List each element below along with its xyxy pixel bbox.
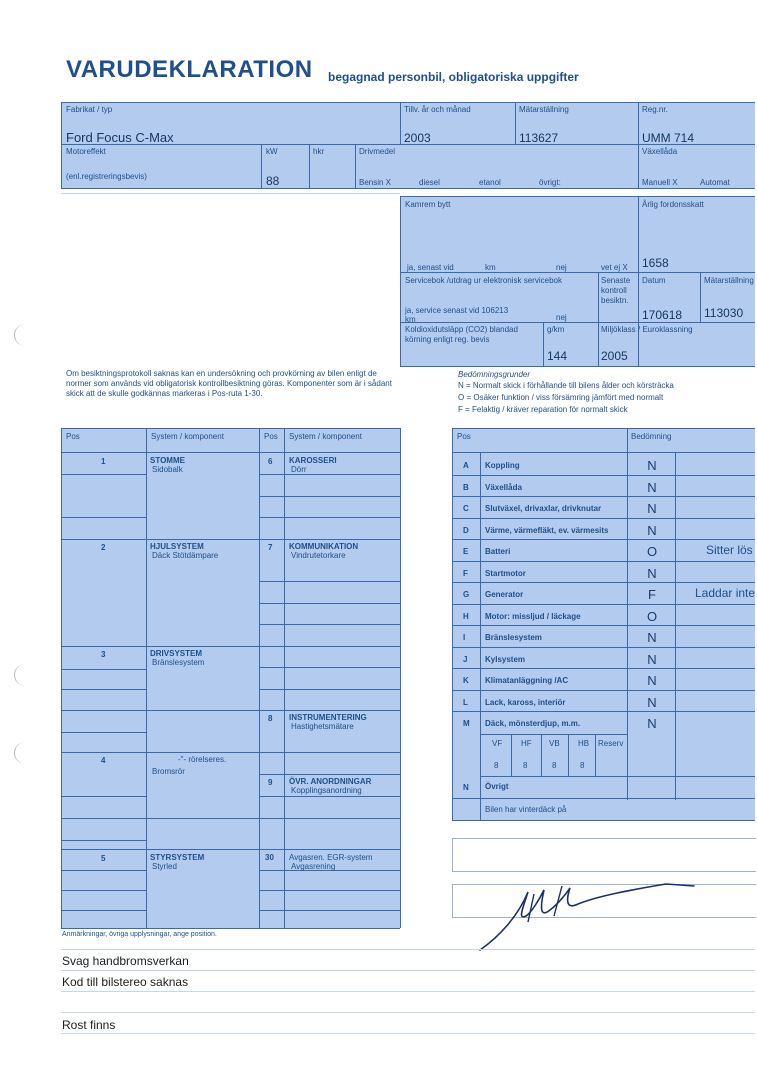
group-pos: 2 <box>101 543 106 552</box>
reg-value: UMM 714 <box>642 131 695 145</box>
col-system-mid: System / komponent <box>289 432 362 441</box>
gearbox-manual: Manuell X <box>642 178 678 187</box>
year-label: Tillv. år och månad <box>404 105 471 114</box>
grading-line-f: F = Felaktig / kräver reparation för normalt skick <box>458 405 628 414</box>
date-value: 170618 <box>642 308 683 322</box>
punch-hole <box>14 664 37 686</box>
remark-line: Kod till bilstereo saknas <box>62 975 189 989</box>
document-subtitle: begagnad personbil, obligatoriska uppgifter <box>328 70 579 84</box>
service-book-label: Servicebok /utdrag ur elektronisk servicebok <box>405 276 562 285</box>
tire-value-vf: 8 <box>494 761 499 770</box>
power-label: Motoreffekt <box>66 147 106 156</box>
group-pos: 5 <box>101 854 106 863</box>
rating-row-pos: E <box>463 547 469 556</box>
rating-row-pos: M <box>463 719 470 728</box>
col-pos-mid: Pos <box>264 432 278 441</box>
group-pos: 30 <box>265 853 274 862</box>
rating-row-note: Sitter lös <box>706 543 753 557</box>
odometer-value: 113627 <box>519 131 559 145</box>
group-sub: Sidobalk <box>152 465 183 474</box>
rating-row-pos: L <box>463 697 468 707</box>
tire-label-reserve: Reserv <box>598 739 624 748</box>
rating-row-component: Startmotor <box>485 568 526 578</box>
rating-row-component: Batteri <box>485 547 511 556</box>
rating-row-grade: N <box>647 651 657 667</box>
rating-row-component: Däck, mönsterdjup, m.m. <box>485 719 581 728</box>
year-value: 2003 <box>404 131 431 145</box>
co2-unit: g/km <box>547 325 565 334</box>
other-pos: N <box>463 783 469 792</box>
tire-value-vb: 8 <box>552 761 557 770</box>
punch-hole <box>14 324 37 346</box>
document-title: VARUDEKLARATION <box>66 56 313 83</box>
inspection-odometer-value: 113030 <box>704 306 744 320</box>
punch-hole <box>14 742 37 764</box>
group-name: STOMME <box>150 456 185 465</box>
rating-row-note: Laddar inte <box>695 586 755 600</box>
group-pos: 3 <box>101 650 106 659</box>
rating-row-grade: N <box>647 565 657 581</box>
tire-value-hb: 8 <box>580 761 585 770</box>
annual-tax-label: Årlig fordonsskatt <box>642 200 704 209</box>
date-label: Datum <box>642 276 666 285</box>
group-name: Avgasren. EGR-system <box>289 853 373 862</box>
rating-row-pos: A <box>463 461 469 470</box>
group-sub: Hastighetsmätare <box>291 722 354 731</box>
timing-option-unknown: vet ej X <box>601 263 628 272</box>
tire-label-hb: HB <box>578 739 590 748</box>
rating-row-grade: N <box>647 694 657 710</box>
col-pos-left: Pos <box>66 432 80 441</box>
timing-belt-label: Kamrem bytt <box>405 200 451 209</box>
group-sub: Vindrutetorkare <box>291 551 346 560</box>
latest-inspection-label: Senaste kontroll besiktn. <box>601 276 631 305</box>
grading-title: Bedömningsgrunder <box>458 370 531 379</box>
rating-row-pos: D <box>463 525 469 535</box>
rating-row-component: Klimatanläggning /AC <box>485 676 569 685</box>
group-pos: 4 <box>101 756 106 765</box>
rating-row-component: Värme, värmefläkt, ev. värmesits <box>485 525 609 535</box>
rating-row-pos: B <box>463 482 469 492</box>
group-sub: Styrled <box>152 862 177 871</box>
col-rating: Bedömning <box>631 432 672 441</box>
group-name: DRIVSYSTEM <box>150 649 203 658</box>
group-name: KOMMUNIKATION <box>289 542 359 551</box>
co2-label: Koldioxidutsläpp (CO2) blandad körning enligt reg. bevis <box>405 325 518 344</box>
rating-row-component: Bränslesystem <box>485 633 542 642</box>
tire-label-vf: VF <box>492 739 503 748</box>
rating-row-grade: N <box>647 458 657 473</box>
rating-row-pos: G <box>463 590 470 599</box>
group-name: HJULSYSTEM <box>150 542 204 551</box>
rating-row-component: Kylsystem <box>485 654 526 664</box>
group-name: KAROSSERI <box>289 456 337 465</box>
rating-row-pos: K <box>463 676 469 685</box>
fuel-option-etanol: etanol <box>479 178 501 187</box>
group-name: INSTRUMENTERING <box>289 713 367 722</box>
group-name: STYRSYSTEM <box>150 853 205 862</box>
remark-line: Svag handbromsverkan <box>62 954 189 968</box>
empty-box <box>452 838 756 872</box>
service-book-no: nej <box>556 313 567 322</box>
other-label: Övrigt <box>485 782 509 791</box>
tire-label-vb: VB <box>549 739 560 748</box>
hkr-label: hkr <box>313 147 325 156</box>
group-sub: Bränslesystem <box>152 658 205 667</box>
make-value: Ford Focus C-Max <box>66 130 174 145</box>
timing-option-yes: ja, senast vid <box>407 263 454 272</box>
rating-row-component: Växellåda <box>485 482 522 492</box>
service-book-km: km <box>405 315 416 324</box>
tire-label-hf: HF <box>521 739 532 748</box>
vehicle-info-block <box>61 102 755 188</box>
rating-row-component: Lack, kaross, interiör <box>485 697 566 707</box>
intro-text: Om besiktningsprotokoll saknas kan en undersökning och provkörning av bilen enligt de normer som används vid obligatorisk kontrollbesiktning göras. Komponenter som är i sådant skick att de skulle godkännas markeras i Pos-ruta 1-30. <box>66 369 392 398</box>
rating-row-grade: N <box>647 522 657 538</box>
kw-label: kW <box>266 147 278 156</box>
reg-label: Reg.nr. <box>642 105 668 114</box>
rating-row-component: Motor: missljud / läckage <box>485 611 581 621</box>
fuel-option-other: övrigt: <box>539 178 561 187</box>
remark-line: Rost finns <box>62 1018 116 1032</box>
rating-row-grade: F <box>648 587 656 602</box>
group-sub: Dörr <box>291 465 307 474</box>
annual-tax-value: 1658 <box>642 256 669 270</box>
rating-row-pos: I <box>463 633 466 642</box>
fuel-option-bensin: Bensin X <box>359 178 392 187</box>
group-pos: 1 <box>101 457 106 466</box>
fuel-option-diesel: diesel <box>419 178 440 187</box>
rating-row-grade: O <box>646 608 658 624</box>
odometer-label: Mätarställning <box>519 105 569 114</box>
inspection-odometer-label: Mätarställning <box>704 276 754 285</box>
col-pos-right: Pos <box>457 432 471 441</box>
rating-row-grade: N <box>647 673 657 688</box>
group-sub: Kopplingsanordning <box>291 786 362 795</box>
tire-value-hf: 8 <box>523 761 528 770</box>
co2-value: 144 <box>547 349 568 363</box>
rating-row-pos: H <box>463 611 469 621</box>
timing-option-no: nej <box>556 263 567 272</box>
signature <box>470 876 700 954</box>
env-class-value: 2005 <box>601 349 628 363</box>
service-book-text: ja, service senast vid 106213 <box>405 306 509 315</box>
col-system-left: System / komponent <box>151 432 224 441</box>
rating-row-component: Generator <box>485 590 524 599</box>
grading-line-o: O = Osäker funktion / viss försämring jämfört med normalt <box>458 393 664 402</box>
timing-option-km: km <box>485 263 496 272</box>
rating-row-component: Slutväxel, drivaxlar, drivknutar <box>485 504 602 513</box>
rating-row-grade: N <box>647 479 657 495</box>
group-pos: 8 <box>268 714 273 723</box>
remarks-label: Anmärkningar, övriga upplysningar, ange position. <box>62 931 217 938</box>
env-class-label: Miljöklass / Euroklassning <box>601 325 693 334</box>
group-name: -"- rörelseres. <box>178 755 227 764</box>
group-pos: 7 <box>268 543 273 552</box>
rating-row-grade: N <box>647 630 657 645</box>
make-label: Fabrikat / typ <box>66 105 113 114</box>
group-sub: Däck Stötdämpare <box>152 551 219 560</box>
rating-row-pos: C <box>463 504 469 513</box>
grading-line-n: N = Normalt skick i förhållande till bilens ålder och körsträcka <box>458 381 674 390</box>
group-pos: 9 <box>268 778 273 787</box>
gearbox-label: Växellåda <box>642 147 678 156</box>
group-sub: Avgasrening <box>291 862 336 871</box>
rating-row-component: Koppling <box>485 461 520 470</box>
rating-row-grade: O <box>646 544 658 559</box>
rating-row-grade: N <box>647 501 657 516</box>
gearbox-automatic: Automat <box>700 178 730 187</box>
kw-value: 88 <box>266 174 280 188</box>
drive-label: Drivmedel <box>359 147 396 156</box>
group-name: ÖVR. ANORDNINGAR <box>289 777 372 786</box>
other-text: Bilen har vinterdäck på <box>485 805 567 814</box>
group-sub: Bromsrör <box>152 767 185 776</box>
rating-row-grade: N <box>647 716 657 731</box>
group-pos: 6 <box>268 457 273 466</box>
rating-row-pos: F <box>463 568 468 578</box>
rating-row-pos: J <box>463 654 468 664</box>
power-sublabel: (enl.registreringsbevis) <box>66 172 147 181</box>
